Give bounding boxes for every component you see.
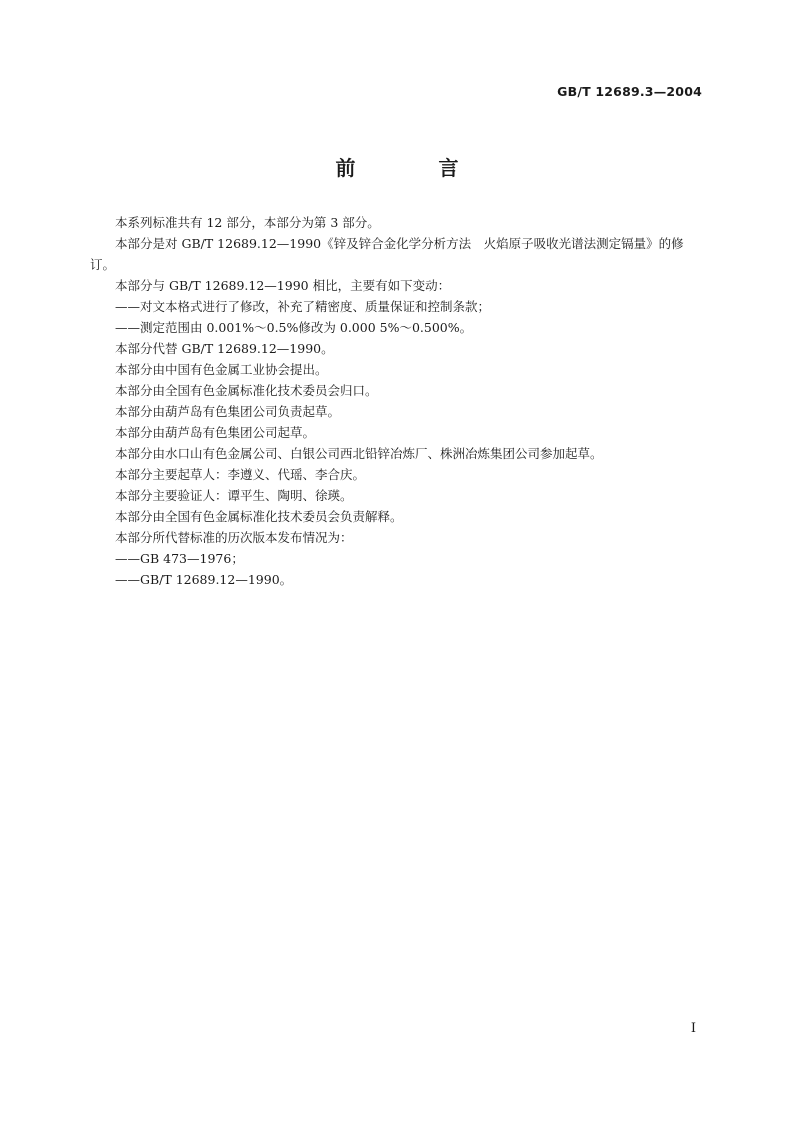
paragraph-main-drafters: 本部分主要起草人：李遵义、代瑶、李合庆。 (115, 467, 366, 482)
paragraph-responsible-drafter: 本部分由葫芦岛有色集团公司负责起草。 (115, 404, 341, 419)
paragraph-interpreted-by: 本部分由全国有色金属标准化技术委员会负责解释。 (115, 509, 403, 524)
list-item-change-format: ——对文本格式进行了修改，补充了精密度、质量保证和控制条款； (115, 299, 491, 314)
page-title: 前 言 (335, 156, 497, 180)
paragraph-proposed-by: 本部分由中国有色金属工业协会提出。 (115, 362, 328, 377)
list-item-change-range: ——测定范围由 0.001%～0.5%修改为 0.000 5%～0.500%。 (115, 320, 473, 335)
paragraph-main-verifiers: 本部分主要验证人：谭平生、陶明、徐瑛。 (115, 488, 353, 503)
page-number: I (690, 1021, 696, 1036)
paragraph-changes-intro: 本部分与 GB/T 12689.12—1990 相比，主要有如下变动： (115, 278, 451, 293)
paragraph-series-parts: 本系列标准共有 12 部分，本部分为第 3 部分。 (115, 215, 380, 230)
list-item-history-1990: ——GB/T 12689.12—1990。 (115, 572, 293, 587)
paragraph-history-intro: 本部分所代替标准的历次版本发布情况为： (115, 530, 353, 545)
paragraph-participating-drafters: 本部分由水口山有色金属公司、白银公司西北铅锌冶炼厂、株洲冶炼集团公司参加起草。 (115, 446, 603, 461)
paragraph-revision-of: 本部分是对 GB/T 12689.12—1990《锌及锌合金化学分析方法 火焰原子吸收光谱法测定镉量》的修订。 (90, 236, 684, 272)
paragraph-drafted-by: 本部分由葫芦岛有色集团公司起草。 (115, 425, 316, 440)
foreword-body (90, 212, 702, 590)
paragraph-replaces: 本部分代替 GB/T 12689.12—1990。 (115, 341, 334, 356)
paragraph-managed-by: 本部分由全国有色金属标准化技术委员会归口。 (115, 383, 378, 398)
list-item-history-1976: ——GB 473—1976； (115, 551, 244, 566)
standard-code: GB/T 12689.3—2004 (557, 84, 702, 99)
